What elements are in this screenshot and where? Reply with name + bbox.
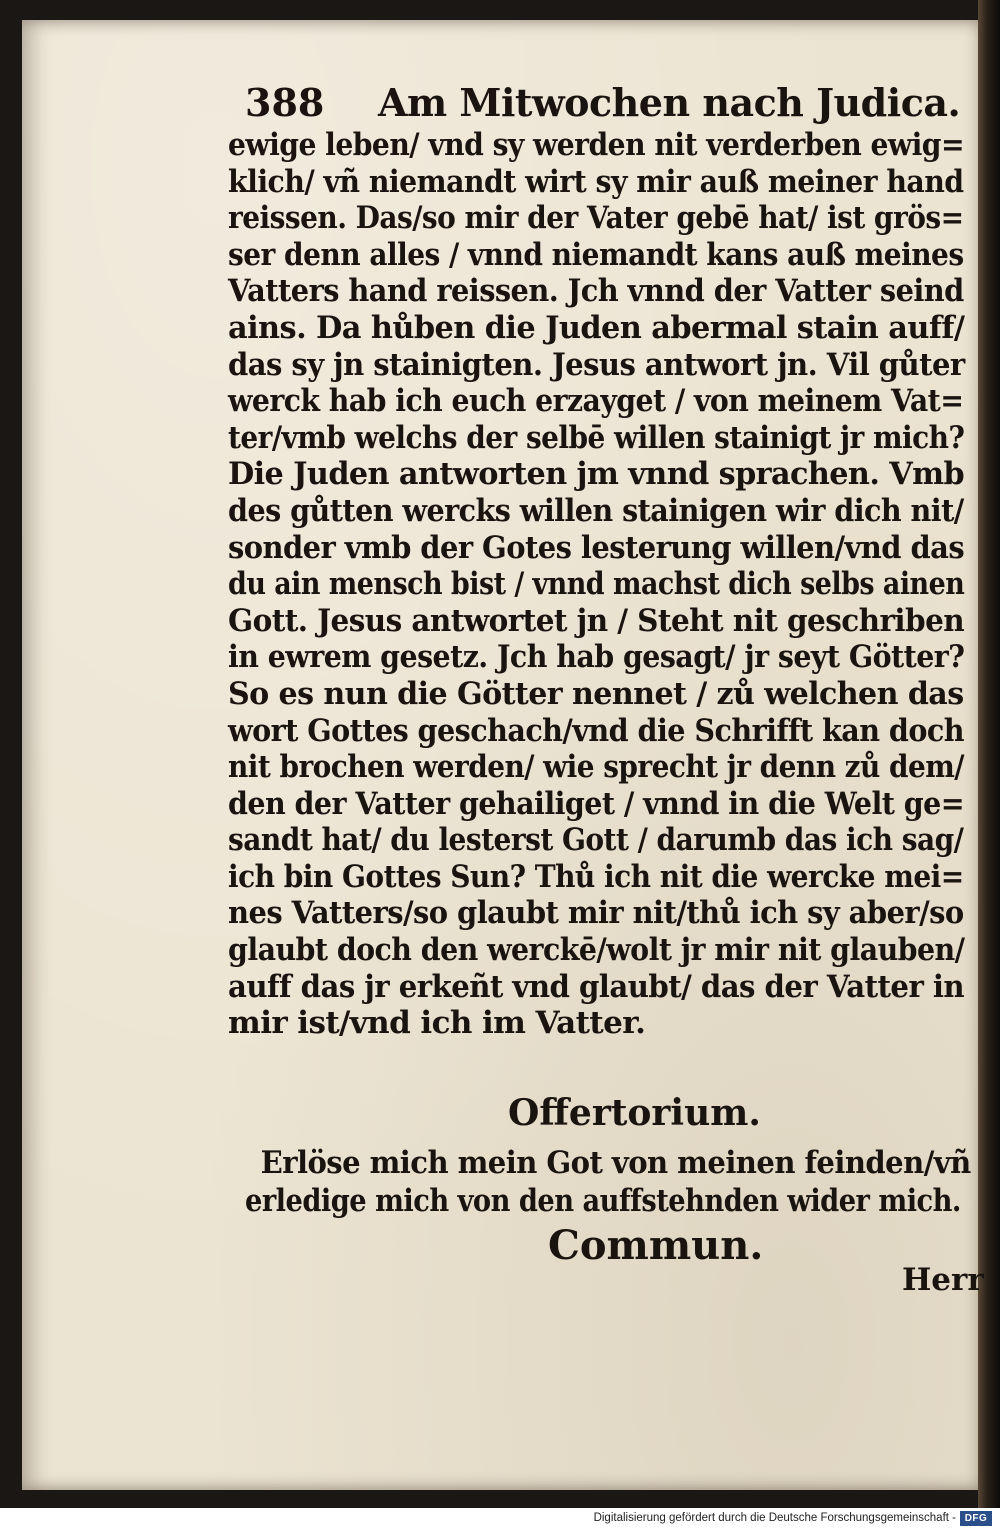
offertorium-heading: Offertorium. bbox=[508, 1092, 761, 1134]
text-line: ewige leben/ vnd sy werden nit verderben ewig= bbox=[228, 127, 965, 163]
text-line: du ain mensch bist / vnnd machst dich selbs ainen bbox=[228, 566, 965, 603]
text-line: sonder vmb der Gotes lesterung willen/vnd das bbox=[228, 529, 965, 566]
digitization-footer bbox=[0, 1508, 1000, 1530]
text-line: des gůtten wercks willen stainigen wir dich nit/ bbox=[228, 492, 964, 529]
text-line: ser denn alles / vnnd niemandt kans auß meines bbox=[228, 236, 964, 273]
text-line: reissen. Das/so mir der Vater gebē hat/ ist grös= bbox=[228, 200, 964, 237]
text-line: ter/vmb welchs der selbē willen stainigt jr mich? bbox=[228, 419, 965, 456]
gospel-text-body bbox=[228, 127, 968, 1042]
text-line: den der Vatter gehailiget / vnnd in die Welt ge= bbox=[228, 785, 965, 822]
text-line: Gott. Jesus antwortet jn / Steht nit geschriben bbox=[228, 602, 965, 639]
text-line: wort Gottes geschach/vnd die Schrifft kan doch bbox=[228, 712, 965, 749]
text-line: sandt hat/ du lesterst Gott / darumb das ich sag/ bbox=[228, 822, 964, 859]
text-line: glaubt doch den werckē/wolt jr mir nit glauben/ bbox=[228, 932, 965, 969]
catchword: Herr bbox=[902, 1262, 984, 1298]
page-header bbox=[245, 78, 965, 132]
text-line: nit brochen werden/ wie sprecht jr denn zů dem/ bbox=[228, 749, 964, 786]
dfg-logo: DFG bbox=[960, 1511, 992, 1526]
text-line: mir ist/vnd ich im Vatter. bbox=[228, 1005, 646, 1042]
text-line: werck hab ich euch erzayget / von meinem Vat= bbox=[228, 383, 964, 420]
offertorium-line: erledige mich von den auffstehnden wider mich. bbox=[245, 1183, 961, 1219]
text-line: ich bin Gottes Sun? Thů ich nit die wercke mei= bbox=[228, 858, 964, 895]
running-title: Am Mitwochen nach Judica. bbox=[378, 80, 961, 125]
text-line: ains. Da hůben die Juden abermal stain auff/ bbox=[228, 309, 965, 346]
text-line: das sy jn stainigten. Jesus antwort jn. Vil gůter bbox=[228, 346, 965, 383]
offertorium-text bbox=[245, 1144, 975, 1220]
text-line: Die Juden antworten jm vnnd sprachen. Vmb bbox=[228, 456, 965, 493]
text-line: in ewrem gesetz. Jch hab gesagt/ jr seyt Götter? bbox=[228, 639, 965, 676]
funding-credit: Digitalisierung gefördert durch die Deutsche Forschungsgemeinschaft - bbox=[593, 1512, 956, 1524]
text-line: Vatters hand reissen. Jch vnnd der Vatter seind bbox=[228, 273, 964, 310]
text-line: So es nun die Götter nennet / zů welchen das bbox=[228, 675, 964, 712]
text-line: klich/ vñ niemandt wirt sy mir auß meiner hand bbox=[228, 163, 964, 200]
offertorium-line: Erlöse mich mein Got von meinen feinden/vñ bbox=[260, 1145, 971, 1181]
text-line: auff das jr erkeñt vnd glaubt/ das der Vatter in bbox=[228, 968, 965, 1005]
page-number: 388 bbox=[245, 80, 325, 125]
text-line: nes Vatters/so glaubt mir nit/thů ich sy aber/so bbox=[228, 895, 964, 932]
commun-heading: Commun. bbox=[548, 1222, 764, 1269]
